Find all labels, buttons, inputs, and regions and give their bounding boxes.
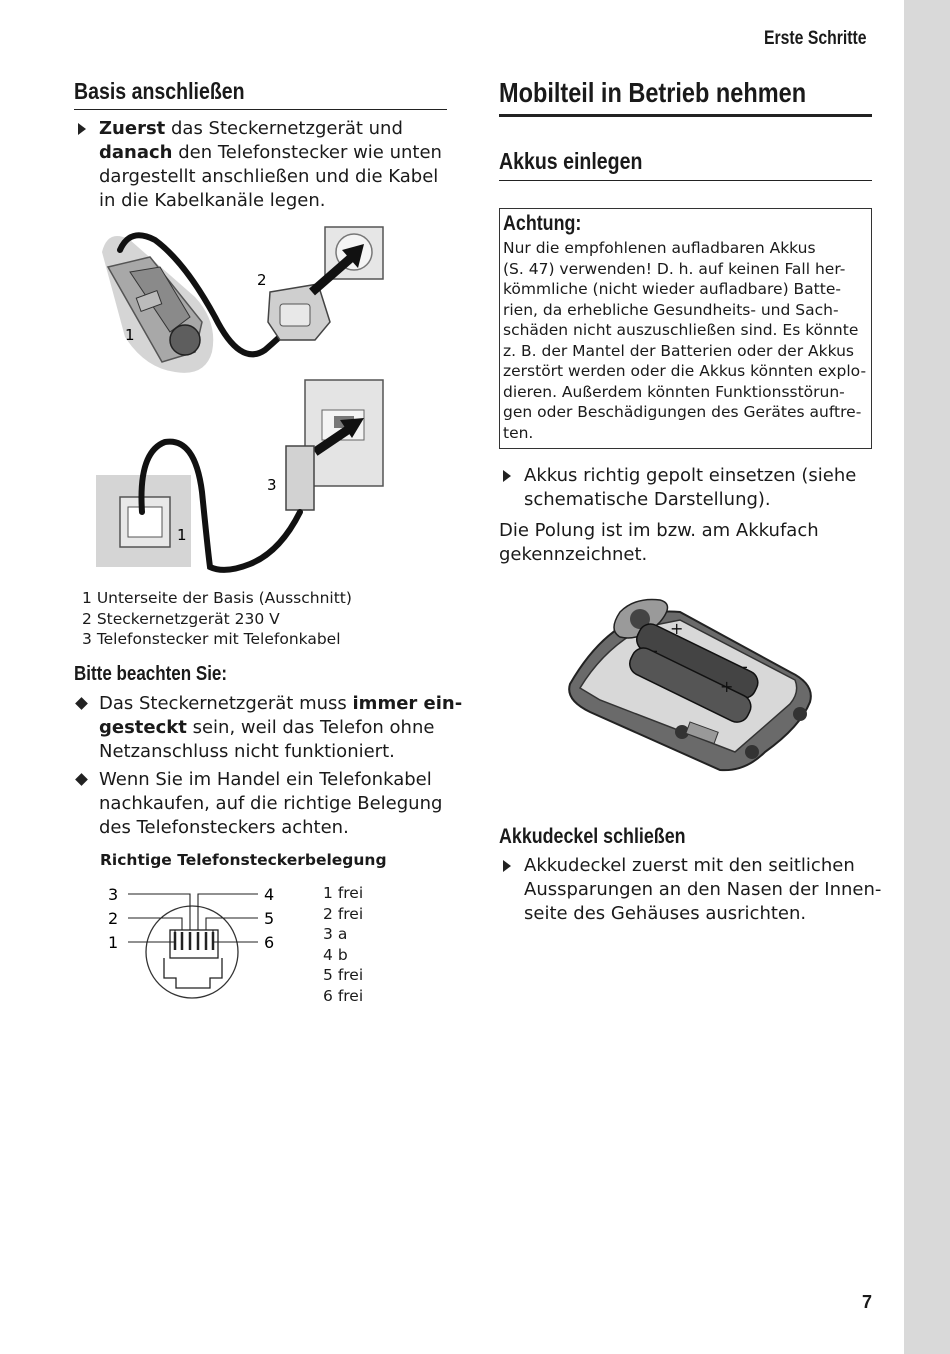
figure-label-3: 3 bbox=[267, 476, 277, 494]
figure-label-1a: 1 bbox=[125, 326, 135, 344]
section-header: Erste Schritte bbox=[764, 28, 867, 49]
polarity-note: Die Polung ist im bzw. am Akkufach gekennzeichnet. bbox=[499, 520, 819, 565]
page-side-tab bbox=[904, 0, 950, 1354]
svg-text:-: - bbox=[742, 657, 748, 676]
warning-title: Achtung: bbox=[503, 212, 582, 235]
plug-caption: Richtige Telefonsteckerbelegung bbox=[100, 851, 387, 869]
step-arrow-icon bbox=[503, 470, 511, 482]
heading-rule bbox=[74, 109, 447, 110]
note-bullet-icon bbox=[75, 697, 88, 710]
step-insert-batteries: Akkus richtig gepolt einsetzen (siehe schematische Darstellung). bbox=[524, 465, 857, 510]
main-heading-rule bbox=[499, 114, 872, 117]
base-connection-illustration bbox=[90, 222, 390, 582]
plug-pin-diagram bbox=[100, 880, 290, 1010]
warning-text: Nur die empfohlenen aufladbaren Akkus (S. 47) verwenden! D. h. auf keinen Fall her- kömmliche (nicht wieder aufladbare) Batte- rien, da erhebliche Gesundheits- und Sach- schäden nicht auszuschließen sind. Es könnte z. B. der Mantel der Batterien oder der Akkus zerstört werden oder die Akkus könnten explo- dieren. Außerdem könnten Funktionsstörun- gen oder Beschädigungen des Gerätes auftre- ten. bbox=[503, 239, 867, 442]
handset-battery-illustration bbox=[560, 592, 820, 782]
heading-akkudeckel: Akkudeckel schließen bbox=[499, 825, 686, 848]
page-number: 7 bbox=[862, 1292, 873, 1312]
svg-text:+: + bbox=[720, 677, 734, 696]
svg-text:3: 3 bbox=[108, 885, 119, 904]
svg-text:1: 1 bbox=[108, 933, 119, 952]
figure-label-2: 2 bbox=[257, 271, 267, 289]
figure-label-1b: 1 bbox=[177, 526, 187, 544]
main-heading: Mobilteil in Betrieb nehmen bbox=[499, 77, 807, 108]
step-close-cover: Akkudeckel zuerst mit den seitlichen Aussparungen an den Nasen der Innen- seite des Gehäuses ausrichten. bbox=[524, 855, 882, 924]
note-heading: Bitte beachten Sie: bbox=[74, 663, 228, 685]
heading-basis-anschliessen: Basis anschließen bbox=[74, 78, 245, 104]
pin-assignment-list: 1 frei 2 frei 3 a 4 b 5 frei 6 frei bbox=[323, 884, 364, 1005]
note-power-adapter: Das Steckernetzgerät muss immer ein- gesteckt sein, weil das Telefon ohne Netzanschluss nicht funktioniert. bbox=[99, 693, 463, 762]
note-bullet-icon bbox=[75, 773, 88, 786]
step-arrow-icon bbox=[503, 860, 511, 872]
svg-text:+: + bbox=[670, 619, 684, 638]
svg-text:2: 2 bbox=[108, 909, 119, 928]
svg-text:5: 5 bbox=[264, 909, 275, 928]
note-phone-cable: Wenn Sie im Handel ein Telefonkabel nachkaufen, auf die richtige Belegung des Telefonsteckers achten. bbox=[99, 769, 443, 838]
sub-heading-rule bbox=[499, 180, 872, 181]
step-arrow-icon bbox=[78, 123, 86, 135]
svg-text:6: 6 bbox=[264, 933, 275, 952]
svg-text:4: 4 bbox=[264, 885, 275, 904]
step-connect-text: Zuerst das Steckernetzgerät und danach den Telefonstecker wie unten dargestellt anschließen und die Kabel in die Kabelkanäle legen. bbox=[99, 118, 442, 211]
heading-akkus-einlegen: Akkus einlegen bbox=[499, 148, 643, 174]
figure-legend: 1 Unterseite der Basis (Ausschnitt) 2 Steckernetzgerät 230 V 3 Telefonstecker mit Telefonkabel bbox=[82, 589, 352, 648]
svg-text:-: - bbox=[652, 641, 658, 660]
